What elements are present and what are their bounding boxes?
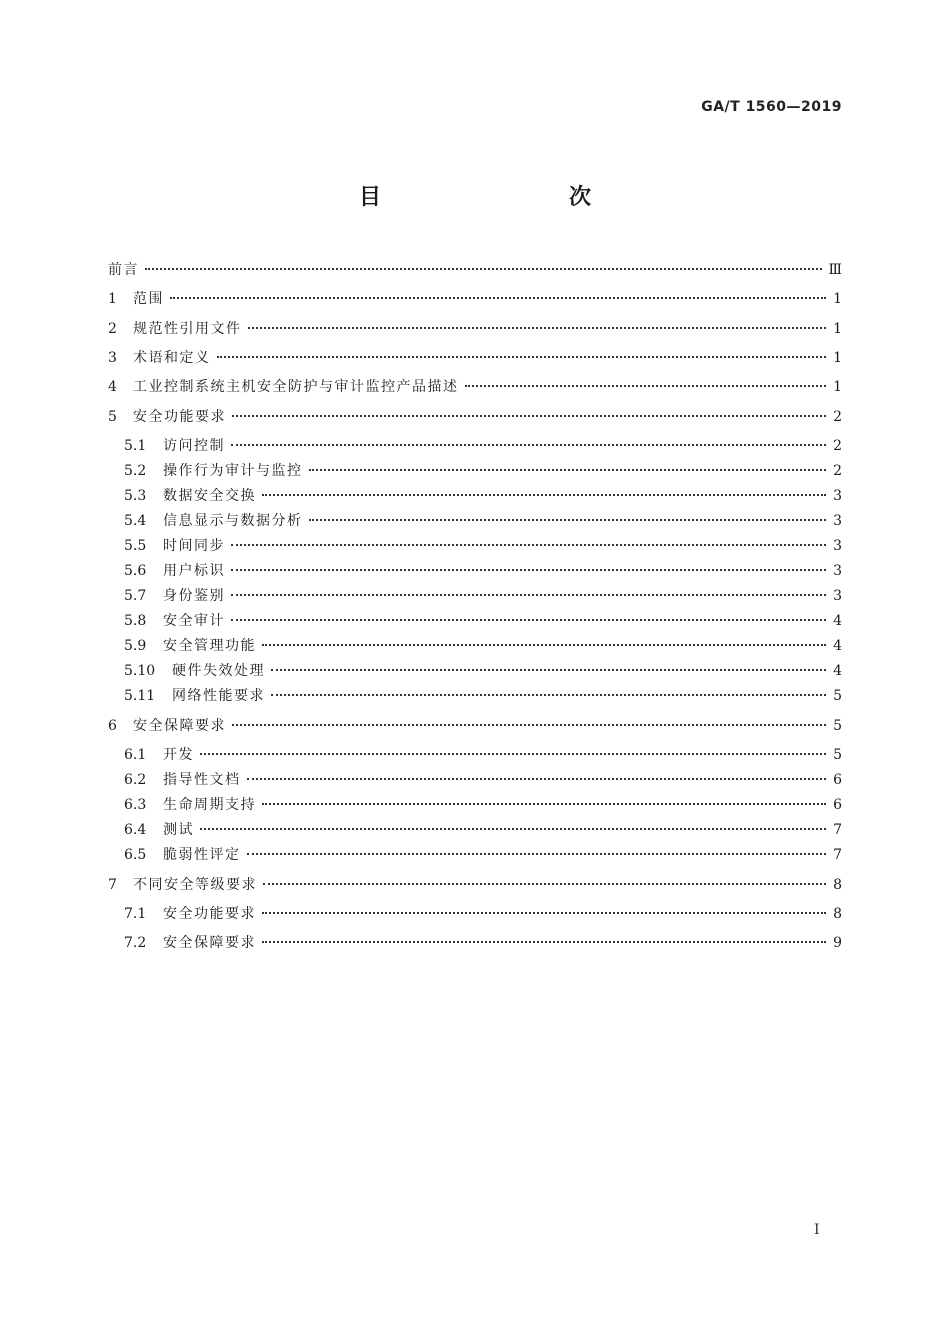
- toc-leader-dots: [262, 643, 826, 646]
- toc-entry-number: 2: [108, 321, 117, 337]
- toc-leader-dots: [231, 568, 826, 571]
- toc-entry-title: 前言: [108, 262, 139, 278]
- toc-entry[interactable]: [108, 377, 842, 397]
- toc-entry-page: 5: [833, 747, 842, 763]
- page-title: 目 次: [358, 185, 639, 210]
- toc-entry-title: 安全保障要求: [163, 935, 256, 951]
- toc-entry-page: 8: [833, 877, 842, 893]
- toc-entry[interactable]: [124, 770, 842, 790]
- toc-entry-number: 6.2: [124, 772, 147, 788]
- toc-leader-dots: [231, 618, 826, 621]
- toc-leader-dots: [262, 940, 826, 943]
- toc-entry-number: 6.1: [124, 747, 147, 763]
- toc-leader-dots: [262, 911, 826, 914]
- toc-entry-title: 开发: [163, 747, 194, 763]
- toc-entry[interactable]: [108, 260, 842, 280]
- toc-entry-number: 6: [108, 718, 117, 734]
- toc-leader-dots: [145, 267, 822, 270]
- toc-leader-dots: [231, 543, 826, 546]
- toc-entry-title: 数据安全交换: [163, 488, 256, 504]
- toc-entry-title: 硬件失效处理: [172, 663, 265, 679]
- toc-entry-title: 安全保障要求: [133, 718, 226, 734]
- toc-entry-page: 3: [833, 538, 842, 554]
- toc-entry-title: 工业控制系统主机安全防护与审计监控产品描述: [133, 379, 459, 395]
- toc-entry[interactable]: [124, 486, 842, 506]
- toc-entry-title: 规范性引用文件: [133, 321, 242, 337]
- toc-leader-dots: [262, 493, 826, 496]
- toc-entry-number: 6.3: [124, 797, 147, 813]
- toc-leader-dots: [271, 693, 826, 696]
- toc-entry-page: 4: [833, 613, 842, 629]
- toc-entry[interactable]: [124, 611, 842, 631]
- toc-entry[interactable]: [124, 686, 842, 706]
- toc-entry-number: 5.4: [124, 513, 147, 529]
- toc-entry-title: 信息显示与数据分析: [163, 513, 303, 529]
- toc-entry[interactable]: [124, 933, 842, 953]
- toc-leader-dots: [217, 355, 827, 358]
- toc-entry-page: 3: [833, 488, 842, 504]
- toc-entry-page: 1: [833, 350, 842, 366]
- toc-entry[interactable]: [124, 511, 842, 531]
- toc-entry-number: 7: [108, 877, 117, 893]
- toc-entry-title: 安全功能要求: [133, 409, 226, 425]
- toc-entry-number: 1: [108, 291, 117, 307]
- toc-entry[interactable]: [124, 586, 842, 606]
- toc-entry[interactable]: [124, 561, 842, 581]
- toc-entry[interactable]: [108, 289, 842, 309]
- toc-entry-title: 术语和定义: [133, 350, 211, 366]
- toc-entry-title: 范围: [133, 291, 164, 307]
- toc-entry[interactable]: [124, 636, 842, 656]
- toc-entry-title: 时间同步: [163, 538, 225, 554]
- toc-leader-dots: [232, 723, 826, 726]
- toc-entry-title: 安全审计: [163, 613, 225, 629]
- toc-entry-page: 5: [833, 718, 842, 734]
- toc-entry[interactable]: [124, 536, 842, 556]
- toc-leader-dots: [263, 882, 826, 885]
- toc-leader-dots: [309, 518, 827, 521]
- toc-entry-page: 5: [833, 688, 842, 704]
- toc-entry-number: 5.11: [124, 688, 156, 704]
- toc-entry-title: 网络性能要求: [172, 688, 265, 704]
- toc-leader-dots: [231, 593, 826, 596]
- toc-entry-page: 3: [833, 588, 842, 604]
- toc-entry[interactable]: [124, 820, 842, 840]
- toc-entry-number: 5.3: [124, 488, 147, 504]
- toc-leader-dots: [271, 668, 826, 671]
- toc-leader-dots: [309, 468, 827, 471]
- toc-leader-dots: [262, 802, 826, 805]
- toc-entry-number: 5.2: [124, 463, 147, 479]
- toc-entry-number: 5.1: [124, 438, 147, 454]
- page-number: I: [814, 1222, 820, 1238]
- toc-entry-page: 8: [833, 906, 842, 922]
- toc-entry[interactable]: [108, 875, 842, 895]
- toc-entry-page: 9: [833, 935, 842, 951]
- toc-entry-number: 3: [108, 350, 117, 366]
- toc-entry-title: 身份鉴别: [163, 588, 225, 604]
- toc-entry-page: 4: [833, 638, 842, 654]
- toc-entry-page: 2: [833, 409, 842, 425]
- toc-entry-page: 1: [833, 379, 842, 395]
- toc-entry-number: 5.7: [124, 588, 147, 604]
- toc-entry-page: 2: [833, 463, 842, 479]
- standard-code: GA/T 1560—2019: [701, 99, 842, 115]
- toc-entry-page: Ⅲ: [828, 262, 842, 278]
- toc-entry-page: 4: [833, 663, 842, 679]
- toc-entry[interactable]: [124, 661, 842, 681]
- toc-entry-number: 5.10: [124, 663, 156, 679]
- toc-entry[interactable]: [124, 436, 842, 456]
- toc-entry-number: 7.2: [124, 935, 147, 951]
- toc-leader-dots: [231, 443, 826, 446]
- toc-entry-page: 3: [833, 563, 842, 579]
- toc-entry-number: 5: [108, 409, 117, 425]
- toc-entry-title: 测试: [163, 822, 194, 838]
- toc-entry-number: 7.1: [124, 906, 147, 922]
- toc-entry-number: 5.5: [124, 538, 147, 554]
- toc-leader-dots: [232, 414, 826, 417]
- toc-entry-number: 5.6: [124, 563, 147, 579]
- toc-entry-title: 访问控制: [163, 438, 225, 454]
- toc-entry-page: 2: [833, 438, 842, 454]
- toc-entry-title: 安全功能要求: [163, 906, 256, 922]
- toc-entry-title: 指导性文档: [163, 772, 241, 788]
- toc-entry-title: 用户标识: [163, 563, 225, 579]
- toc-entry-title: 操作行为审计与监控: [163, 463, 303, 479]
- toc-leader-dots: [247, 777, 827, 780]
- toc-entry[interactable]: [124, 461, 842, 481]
- toc-entry[interactable]: [124, 904, 842, 924]
- toc-entry-page: 7: [833, 822, 842, 838]
- toc-entry-page: 6: [833, 797, 842, 813]
- toc-entry-number: 5.8: [124, 613, 147, 629]
- toc-leader-dots: [170, 296, 826, 299]
- toc-entry-title: 安全管理功能: [163, 638, 256, 654]
- toc-entry-page: 6: [833, 772, 842, 788]
- toc-entry-page: 1: [833, 291, 842, 307]
- toc-entry-page: 3: [833, 513, 842, 529]
- toc-entry[interactable]: [124, 795, 842, 815]
- toc-leader-dots: [200, 827, 826, 830]
- toc-entry-number: 6.4: [124, 822, 147, 838]
- toc-entry[interactable]: [108, 319, 842, 339]
- toc-entry-title: 不同安全等级要求: [133, 877, 257, 893]
- toc-entry-number: 6.5: [124, 847, 147, 863]
- toc-entry-page: 7: [833, 847, 842, 863]
- toc-leader-dots: [200, 752, 826, 755]
- toc-entry[interactable]: [108, 407, 842, 427]
- toc-entry-number: 4: [108, 379, 117, 395]
- toc-entry[interactable]: [108, 716, 842, 736]
- toc-entry[interactable]: [124, 845, 842, 865]
- toc-leader-dots: [247, 852, 827, 855]
- toc-entry-title: 生命周期支持: [163, 797, 256, 813]
- toc-entry[interactable]: [108, 348, 842, 368]
- toc-entry-page: 1: [833, 321, 842, 337]
- toc-leader-dots: [465, 384, 827, 387]
- toc-entry[interactable]: [124, 745, 842, 765]
- toc-entry-number: 5.9: [124, 638, 147, 654]
- toc-leader-dots: [248, 326, 827, 329]
- toc-entry-title: 脆弱性评定: [163, 847, 241, 863]
